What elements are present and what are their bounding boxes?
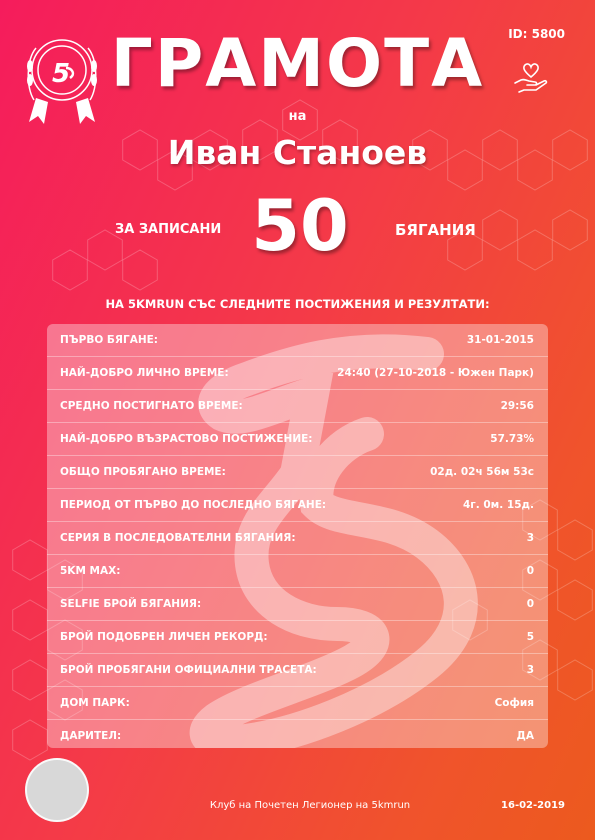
hexagon-shape [558,580,593,620]
stat-label: ПЕРИОД ОТ ПЪРВО ДО ПОСЛЕДНО БЯГАНЕ: [60,499,327,511]
stat-row [47,588,548,621]
svg-text:5: 5 [52,59,71,89]
stats-panel [47,324,548,748]
stat-value: 3 [526,664,534,676]
on-label: на [288,109,307,124]
stat-value: 0 [526,565,534,577]
stat-label: СЕРИЯ В ПОСЛЕДОВАТЕЛНИ БЯГАНИЯ: [60,532,296,544]
stat-row [47,357,548,390]
hexagon-shape [13,600,48,640]
stat-row [47,423,548,456]
stat-label: ДАРИТЕЛ: [60,730,122,742]
issue-date: 16-02-2019 [501,800,565,811]
hexagon-shape [518,230,553,270]
stat-row [47,555,548,588]
hexagon-shape [13,720,48,760]
stat-value: 0 [526,598,534,610]
hexagon-shape [558,660,593,700]
stat-row [47,621,548,654]
recipient-name: Иван Станоев [167,133,428,172]
for-label: ЗА ЗАПИСАНИ [115,222,222,237]
certificate-id: ID: 5800 [508,27,565,41]
stat-value: 3 [526,532,534,544]
stat-label: ПЪРВО БЯГАНЕ: [60,334,158,346]
club-footer: Клуб на Почетен Легионер на 5kmrun [209,800,411,811]
stat-value: 5 [526,631,534,643]
hexagon-shape [13,540,48,580]
stat-value: 31-01-2015 [466,334,534,346]
stat-value: София [494,697,534,709]
hexagon-shape [123,250,158,290]
stat-row [47,489,548,522]
stat-value: ДА [516,730,534,742]
heart-hand-icon [513,62,549,94]
hexagon-shape [553,210,588,250]
stat-row [47,390,548,423]
avatar-placeholder [25,758,89,822]
stat-value: 24:40 (27-10-2018 - Южен Парк) [337,367,534,379]
hexagon-shape [13,660,48,700]
stat-label: НАЙ-ДОБРО ЛИЧНО ВРЕМЕ: [60,367,229,379]
stat-label: ОБЩО ПРОБЯГАНО ВРЕМЕ: [60,466,226,478]
stat-row [47,456,548,489]
stat-label: ДОМ ПАРК: [60,697,130,709]
stat-value: 57.73% [490,433,534,445]
stat-label: НАЙ-ДОБРО ВЪЗРАСТОВО ПОСТИЖЕНИЕ: [60,433,313,445]
stat-label: СРЕДНО ПОСТИГНАТО ВРЕМЕ: [60,400,243,412]
stat-label: 5KM MAX: [60,565,121,577]
stat-row [47,522,548,555]
certificate-title: ГРАМОТА [110,25,485,102]
stat-value: 4г. 0м. 15д. [462,499,534,511]
run-count: 50 [251,185,349,267]
stat-row [47,324,548,357]
stat-value: 02д. 02ч 56м 53с [430,466,534,478]
stat-label: БРОЙ ПРОБЯГАНИ ОФИЦИАЛНИ ТРАСЕТА: [60,664,317,676]
runs-label: БЯГАНИЯ [395,221,476,239]
stat-value: 29:56 [500,400,534,412]
hexagon-shape [483,210,518,250]
stat-row [47,654,548,687]
stat-label: БРОЙ ПОДОБРЕН ЛИЧЕН РЕКОРД: [60,631,268,643]
stat-label: SELFIE БРОЙ БЯГАНИЯ: [60,598,202,610]
stat-row [47,687,548,720]
hexagon-shape [53,250,88,290]
hexagon-shape [558,520,593,560]
stat-row [47,720,548,748]
results-subtitle: НА 5KMRUN СЪС СЛЕДНИТЕ ПОСТИЖЕНИЯ И РЕЗУЛТАТИ: [105,297,490,311]
